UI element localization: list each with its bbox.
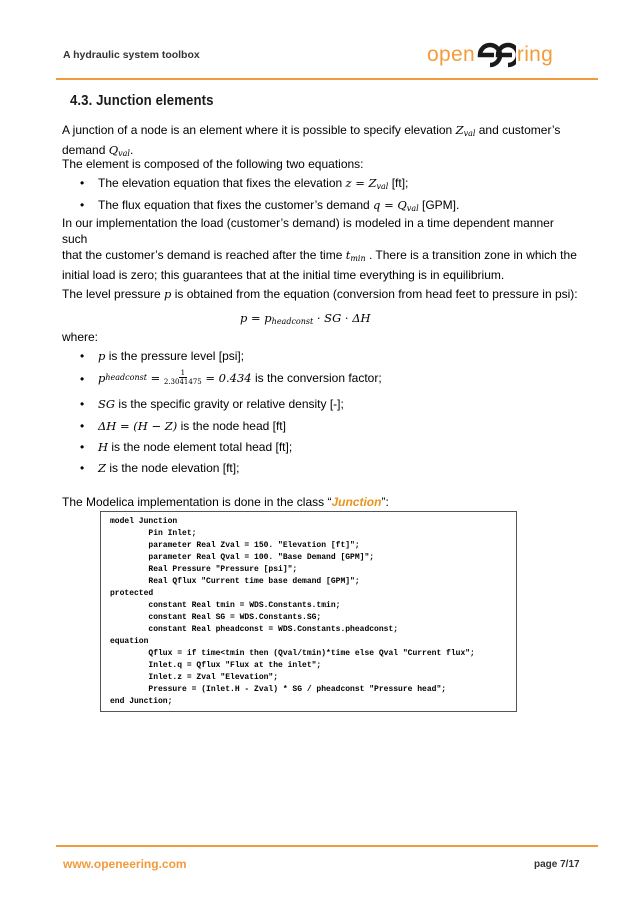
math: = bbox=[146, 370, 164, 385]
code-line: Real Pressure "Pressure [psi]"; bbox=[110, 565, 298, 574]
math-sub: headconst bbox=[271, 317, 314, 326]
bullet-icon: • bbox=[80, 176, 85, 190]
math-sub: val bbox=[118, 149, 130, 158]
text: A junction of a node is an element where it is possible to specify elevation bbox=[62, 123, 456, 137]
code-line: parameter Real Qval = 100. "Base Demand [GPM]"; bbox=[110, 553, 375, 562]
text: is obtained from the equation (conversion from head feet to pressure in psi): bbox=[171, 287, 578, 301]
text: is the specific gravity or relative density [-]; bbox=[115, 397, 344, 411]
text: The elevation equation that fixes the elevation bbox=[98, 176, 346, 190]
bullet-icon: • bbox=[80, 349, 85, 363]
bullet-icon: • bbox=[80, 372, 85, 386]
math: ΔH = (H − Z) bbox=[98, 419, 178, 433]
pressure-equation bbox=[240, 311, 371, 326]
bullet-icon: • bbox=[80, 419, 85, 433]
list-item bbox=[80, 439, 292, 455]
logo-text-right: ring bbox=[516, 43, 554, 66]
math-qval: Q bbox=[108, 143, 119, 157]
code-line: Pressure = (Inlet.H - Zval) * SG / pheadconst "Pressure head"; bbox=[110, 685, 447, 694]
text: is the node elevation [ft]; bbox=[106, 461, 240, 475]
text: The Modelica implementation is done in the class “ bbox=[62, 495, 332, 509]
text: that the customer’s demand is reached after the time bbox=[62, 248, 346, 262]
text: . bbox=[130, 143, 134, 157]
math-sub: headconst bbox=[105, 372, 147, 382]
text: is the node element total head [ft]; bbox=[108, 440, 293, 454]
math: q = Q bbox=[373, 198, 407, 212]
text: is the node head [ft] bbox=[177, 419, 286, 433]
math: = 0.434 bbox=[201, 370, 252, 385]
math-tmin: t bbox=[345, 248, 351, 262]
code-line: Inlet.q = Qflux "Flux at the inlet"; bbox=[110, 661, 322, 670]
text: The level pressure bbox=[62, 287, 165, 301]
footer-divider bbox=[56, 845, 598, 847]
paragraph-level-pressure bbox=[62, 286, 579, 302]
code-line: end Junction; bbox=[110, 697, 173, 706]
list-item bbox=[80, 175, 408, 195]
list-item bbox=[80, 197, 459, 217]
list-item bbox=[80, 460, 239, 476]
code-line: constant Real tmin = WDS.Constants.tmin; bbox=[110, 601, 341, 610]
code-line: protected bbox=[110, 589, 154, 598]
math: p = p bbox=[240, 311, 272, 325]
list-item bbox=[80, 348, 244, 364]
code-line: constant Real SG = WDS.Constants.SG; bbox=[110, 613, 322, 622]
code-line: parameter Real Zval = 150. "Elevation [ft]"; bbox=[110, 541, 360, 550]
math-sub: min bbox=[350, 254, 366, 263]
bullet-icon: • bbox=[80, 397, 85, 411]
text: is the conversion factor; bbox=[251, 370, 382, 385]
header-title: A hydraulic system toolbox bbox=[63, 49, 200, 61]
text: ”: bbox=[381, 495, 389, 509]
bullet-icon: • bbox=[80, 461, 85, 475]
math: · SG · ΔH bbox=[313, 311, 371, 325]
list-item bbox=[80, 368, 382, 387]
logo-text-left: open bbox=[427, 43, 475, 66]
paragraph-equations-intro: The element is composed of the following two equations: bbox=[62, 157, 364, 171]
code-line: Pin Inlet; bbox=[110, 529, 197, 538]
math: H bbox=[98, 440, 109, 454]
text: The flux equation that fixes the customer’s demand bbox=[98, 198, 374, 212]
bullet-icon: • bbox=[80, 440, 85, 454]
paragraph-modelica bbox=[62, 494, 579, 510]
class-name: Junction bbox=[331, 495, 382, 509]
list-item bbox=[80, 396, 344, 412]
page-number: page 7/17 bbox=[534, 859, 580, 870]
section-title: 4.3. Junction elements bbox=[70, 92, 214, 109]
code-line: Real Qflux "Current time base demand [GPM]"; bbox=[110, 577, 360, 586]
code-line: model Junction bbox=[110, 517, 178, 526]
text: initial load is zero; this guarantees that at the initial time everything is in equilibrium. bbox=[62, 268, 505, 282]
math-sub: val bbox=[406, 204, 419, 213]
math-p: p bbox=[164, 287, 172, 301]
fraction-denominator: 2.3041475 bbox=[163, 378, 202, 386]
paragraph-implementation bbox=[62, 215, 579, 283]
code-line: Qflux = if time<tmin then (Qval/tmin)*time else Qval "Current flux"; bbox=[110, 649, 475, 658]
fraction bbox=[164, 369, 202, 386]
text: . There is a transition zone in which the bbox=[365, 248, 577, 262]
logo-ee-icon bbox=[476, 41, 516, 69]
math: z = Z bbox=[345, 176, 377, 190]
text: is the pressure level [psi]; bbox=[105, 349, 245, 363]
text: demand bbox=[62, 143, 109, 157]
text: [GPM]. bbox=[418, 198, 460, 212]
code-block bbox=[100, 511, 517, 712]
text: [ft]; bbox=[388, 176, 409, 190]
code-line: equation bbox=[110, 637, 149, 646]
text: In our implementation the load (customer’s demand) is modeled in a time dependent manner such bbox=[62, 216, 554, 246]
math-sub: val bbox=[463, 129, 476, 138]
fraction-numerator: 1 bbox=[180, 369, 186, 377]
code-line: Inlet.z = Zval "Elevation"; bbox=[110, 673, 279, 682]
math: p bbox=[98, 349, 106, 363]
where-label: where: bbox=[62, 330, 99, 344]
list-item bbox=[80, 418, 286, 434]
math: SG bbox=[98, 397, 116, 411]
footer-website-link[interactable]: www.openeering.com bbox=[63, 857, 187, 871]
openeering-logo bbox=[427, 40, 553, 70]
math-zval: Z bbox=[455, 123, 464, 137]
bullet-icon: • bbox=[80, 198, 85, 212]
math: Z bbox=[98, 461, 106, 475]
math: p bbox=[98, 370, 106, 385]
math-sub: val bbox=[376, 182, 389, 191]
header-divider bbox=[56, 78, 598, 80]
code-line: constant Real pheadconst = WDS.Constants.pheadconst; bbox=[110, 625, 399, 634]
text: and customer’s bbox=[475, 123, 561, 137]
